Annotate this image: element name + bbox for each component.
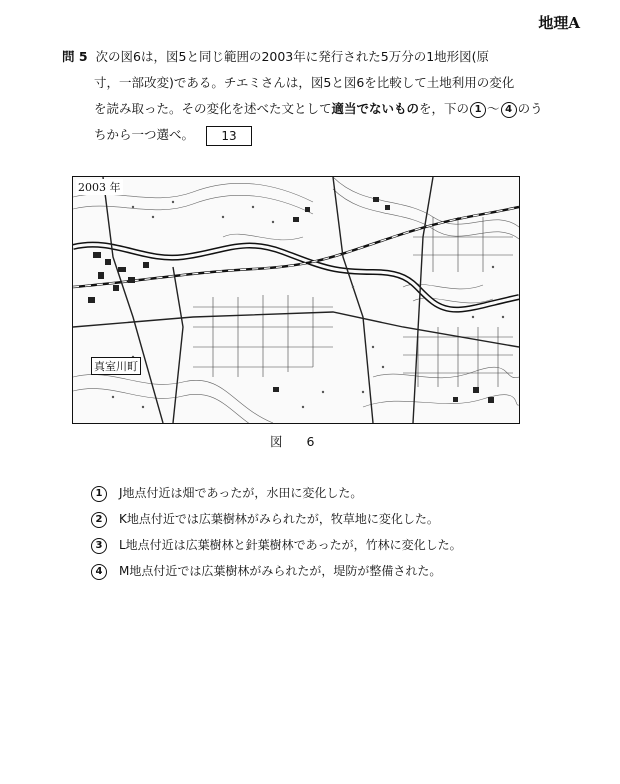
option-1-text: J地点付近は畑であったが，水田に変化した。	[119, 486, 363, 500]
vegetation-symbols	[112, 201, 504, 408]
option-4-marker: 4	[91, 564, 107, 580]
option-3-marker: 3	[91, 538, 107, 554]
question-text-4: ちから一つ選べ。	[94, 127, 195, 142]
question-text-2: 寸，一部改変)である。チエミさんは，図5と図6を比較して土地利用の変化	[94, 75, 515, 90]
option-3-text: L地点付近は広葉樹林と針葉樹林であったが，竹林に変化した。	[119, 538, 462, 552]
question-line-2	[62, 70, 582, 96]
question-line-1	[62, 44, 582, 70]
question-block	[62, 44, 582, 148]
range-separator: 〜	[487, 101, 500, 116]
topographic-map	[72, 176, 520, 424]
subject-title: 地理A	[538, 14, 580, 32]
option-2	[90, 506, 570, 532]
answer-options	[90, 480, 570, 584]
range-start-marker: 1	[470, 102, 486, 118]
answer-box: 13	[206, 126, 252, 146]
question-text-1: 次の図6は，図5と同じ範囲の2003年に発行された5万分の1地形図(原	[95, 49, 490, 64]
question-text-3b: を，下の	[419, 101, 470, 116]
map-drawing	[73, 177, 519, 423]
option-2-marker: 2	[91, 512, 107, 528]
question-text-3c: のう	[517, 101, 543, 116]
map-year-label: 2003 年	[78, 181, 121, 194]
option-3	[90, 532, 570, 558]
option-2-text: K地点付近では広葉樹林がみられたが，牧草地に変化した。	[119, 512, 439, 526]
question-number: 問 5	[62, 49, 88, 64]
option-1-marker: 1	[91, 486, 107, 502]
option-4-text: M地点付近では広葉樹林がみられたが，堤防が整備された。	[119, 564, 442, 578]
field-grid	[193, 217, 513, 387]
range-end-marker: 4	[501, 102, 517, 118]
question-line-4	[62, 122, 582, 148]
question-text-3a: を読み取った。その変化を述べた文として	[94, 101, 332, 116]
contour-lines	[73, 177, 519, 423]
option-4	[90, 558, 570, 584]
roads	[73, 177, 519, 423]
map-town-label: 真室川町	[91, 357, 141, 375]
option-1	[90, 480, 570, 506]
question-line-3	[62, 96, 582, 122]
figure-caption: 図 6	[270, 434, 325, 449]
question-emphasis: 適当でないもの	[331, 101, 420, 116]
